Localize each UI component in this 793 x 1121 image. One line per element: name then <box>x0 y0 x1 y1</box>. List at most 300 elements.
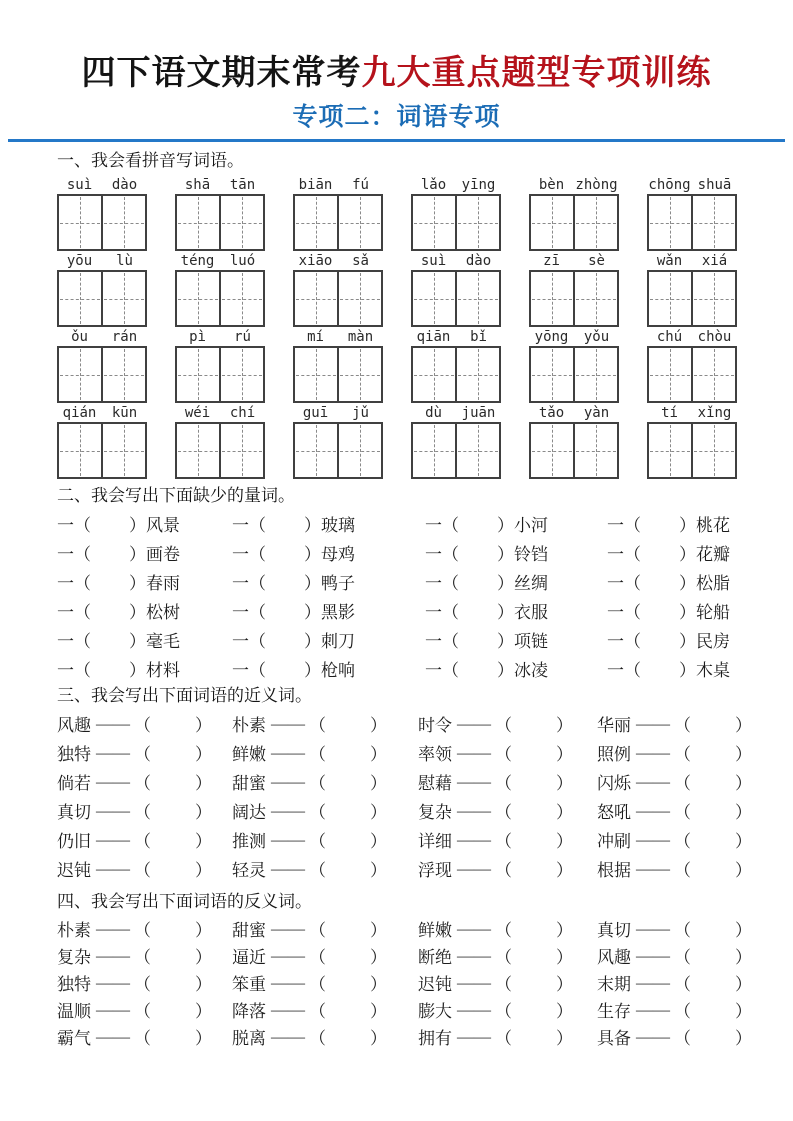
item-word: 甜蜜 <box>232 921 266 940</box>
answer-blank <box>512 955 556 956</box>
paren-open: （ <box>495 861 512 880</box>
grid-cell <box>177 196 219 249</box>
pinyin-row <box>57 403 737 479</box>
grid-cell <box>649 196 691 249</box>
grid-cell <box>649 272 691 325</box>
paren-open: （ <box>495 975 512 994</box>
section-pinyin-title: 一、我会看拼音写词语。 <box>57 151 244 170</box>
pinyin-word-block <box>175 327 265 403</box>
paren-open: （ <box>309 832 326 851</box>
answer-blank <box>151 752 195 753</box>
paren-close: ） <box>735 803 752 822</box>
item-suffix: ） <box>304 516 321 535</box>
word-pair-item <box>57 738 232 767</box>
grid-cell <box>413 272 455 325</box>
measure-word-item <box>232 625 425 654</box>
item-suffix: ） <box>497 574 514 593</box>
grid-cell <box>177 272 219 325</box>
answer-blank <box>326 752 370 753</box>
answer-blank <box>512 1036 556 1037</box>
item-word: 松树 <box>146 603 180 622</box>
item-suffix: ） <box>129 545 146 564</box>
paren-close: ） <box>195 803 212 822</box>
dash: —— <box>457 742 491 762</box>
word-pair-item <box>418 915 597 942</box>
measure-word-item <box>607 596 737 625</box>
writing-grid-box <box>411 194 501 251</box>
item-suffix: ） <box>129 661 146 680</box>
item-suffix: ） <box>129 574 146 593</box>
pinyin-syllable: shuā <box>697 177 732 193</box>
answer-blank <box>91 581 129 582</box>
pinyin-label-row <box>411 327 501 346</box>
paren-close: ） <box>735 861 752 880</box>
pinyin-syllable: chí <box>229 405 256 421</box>
writing-grid-box <box>529 346 619 403</box>
item-word: 真切 <box>597 921 631 940</box>
dash: —— <box>457 999 491 1019</box>
paren-open: （ <box>674 1002 691 1021</box>
item-word: 独特 <box>57 745 91 764</box>
item-word: 慰藉 <box>418 774 452 793</box>
measure-word-item <box>425 567 607 596</box>
paren-close: ） <box>556 716 573 735</box>
grid-cell <box>177 424 219 477</box>
measure-word-item <box>57 596 232 625</box>
word-pair-item <box>232 854 418 883</box>
measure-word-item <box>57 538 232 567</box>
pinyin-row <box>57 175 737 251</box>
item-suffix: ） <box>679 632 696 651</box>
item-prefix: 一（ <box>232 545 266 564</box>
item-prefix: 一（ <box>232 516 266 535</box>
word-pair-item <box>57 825 232 854</box>
measure-word-item <box>607 625 737 654</box>
answer-blank <box>326 810 370 811</box>
dash: —— <box>96 999 130 1019</box>
item-word: 笨重 <box>232 975 266 994</box>
dash: —— <box>271 999 305 1019</box>
pinyin-syllable: sǎ <box>352 253 369 269</box>
paren-close: ） <box>370 948 387 967</box>
dash: —— <box>271 972 305 992</box>
dash: —— <box>457 858 491 878</box>
answer-blank <box>512 810 556 811</box>
item-word: 黑影 <box>321 603 355 622</box>
answer-blank <box>641 523 679 524</box>
section-measure-words-title: 二、我会写出下面缺少的量词。 <box>57 486 295 505</box>
answer-blank <box>151 781 195 782</box>
paren-open: （ <box>309 745 326 764</box>
grid-cell <box>101 424 145 477</box>
pinyin-syllable: fú <box>352 177 369 193</box>
pinyin-word-block <box>293 251 383 327</box>
grid-cell <box>59 196 101 249</box>
item-suffix: ） <box>304 661 321 680</box>
item-prefix: 一（ <box>425 661 459 680</box>
word-pair-item <box>418 767 597 796</box>
writing-grid-box <box>411 270 501 327</box>
item-word: 朴素 <box>232 716 266 735</box>
pinyin-word-block <box>411 175 501 251</box>
grid-cell <box>455 272 499 325</box>
item-suffix: ） <box>679 574 696 593</box>
answer-blank <box>91 639 129 640</box>
paren-close: ） <box>556 745 573 764</box>
grid-cell <box>531 424 573 477</box>
page-title <box>0 54 793 94</box>
paren-open: （ <box>674 975 691 994</box>
grid-cell <box>101 272 145 325</box>
dash: —— <box>636 1026 670 1046</box>
paren-close: ） <box>556 1029 573 1048</box>
paren-close: ） <box>195 921 212 940</box>
word-pair-item <box>418 969 597 996</box>
grid-cell <box>337 424 381 477</box>
word-pair-item <box>232 796 418 825</box>
word-pair-item <box>57 854 232 883</box>
item-suffix: ） <box>304 632 321 651</box>
item-word: 材料 <box>146 661 180 680</box>
dash: —— <box>457 1026 491 1046</box>
answer-blank <box>512 928 556 929</box>
grid-cell <box>573 424 617 477</box>
word-pair-item <box>232 1023 418 1050</box>
word-pair-item <box>232 738 418 767</box>
item-word: 拥有 <box>418 1029 452 1048</box>
item-prefix: 一（ <box>425 574 459 593</box>
grid-cell <box>691 272 735 325</box>
item-word: 根据 <box>597 861 631 880</box>
writing-grid-box <box>529 194 619 251</box>
item-word: 朴素 <box>57 921 91 940</box>
pinyin-syllable: téng <box>180 253 215 269</box>
grid-cell <box>295 196 337 249</box>
dash: —— <box>96 742 130 762</box>
paren-close: ） <box>735 948 752 967</box>
paren-close: ） <box>735 745 752 764</box>
pinyin-syllable: tí <box>661 405 678 421</box>
item-suffix: ） <box>304 603 321 622</box>
word-pair-item <box>57 942 232 969</box>
item-word: 甜蜜 <box>232 774 266 793</box>
paren-close: ） <box>370 921 387 940</box>
paren-close: ） <box>195 1002 212 1021</box>
answer-blank <box>151 839 195 840</box>
paren-close: ） <box>735 975 752 994</box>
item-suffix: ） <box>304 574 321 593</box>
pinyin-label-row <box>411 175 501 194</box>
pinyin-word-block <box>529 403 619 479</box>
answer-blank <box>691 839 735 840</box>
pinyin-word-block <box>293 327 383 403</box>
dash: —— <box>636 999 670 1019</box>
answer-blank <box>151 928 195 929</box>
pinyin-word-block <box>57 175 147 251</box>
paren-open: （ <box>495 948 512 967</box>
paren-open: （ <box>134 716 151 735</box>
paren-open: （ <box>674 921 691 940</box>
pinyin-syllable: lǎo <box>420 177 447 193</box>
pinyin-word-block <box>293 403 383 479</box>
answer-blank <box>326 868 370 869</box>
answer-blank <box>266 523 304 524</box>
word-pair-item <box>57 915 232 942</box>
word-pair-item <box>57 709 232 738</box>
answer-blank <box>266 552 304 553</box>
paren-open: （ <box>309 803 326 822</box>
item-prefix: 一（ <box>607 632 641 651</box>
writing-grid-box <box>175 346 265 403</box>
dash: —— <box>96 713 130 733</box>
paren-close: ） <box>370 1029 387 1048</box>
pinyin-syllable: chòu <box>697 329 732 345</box>
pinyin-label-row <box>647 327 737 346</box>
pinyin-syllable: shā <box>184 177 211 193</box>
pinyin-syllable: luó <box>229 253 256 269</box>
writing-grid-box <box>175 422 265 479</box>
paren-open: （ <box>495 921 512 940</box>
paren-open: （ <box>309 948 326 967</box>
pinyin-row <box>57 251 737 327</box>
word-pair-item <box>57 996 232 1023</box>
item-word: 衣服 <box>514 603 548 622</box>
pinyin-word-block <box>411 327 501 403</box>
measure-word-item <box>425 625 607 654</box>
answer-blank <box>691 723 735 724</box>
word-pair-item <box>597 796 752 825</box>
item-word: 浮现 <box>418 861 452 880</box>
item-word: 木桌 <box>696 661 730 680</box>
pinyin-label-row <box>175 327 265 346</box>
item-suffix: ） <box>129 603 146 622</box>
pinyin-syllable: ǒu <box>71 329 88 345</box>
item-word: 枪响 <box>321 661 355 680</box>
item-word: 刺刀 <box>321 632 355 651</box>
paren-close: ） <box>195 1029 212 1048</box>
word-pair-item <box>232 767 418 796</box>
pinyin-syllable: rú <box>234 329 251 345</box>
item-word: 温顺 <box>57 1002 91 1021</box>
writing-grid-box <box>57 194 147 251</box>
pinyin-syllable: mí <box>307 329 324 345</box>
word-pair-item <box>232 969 418 996</box>
grid-cell <box>219 424 263 477</box>
item-prefix: 一（ <box>57 574 91 593</box>
item-word: 具备 <box>597 1029 631 1048</box>
answer-blank <box>326 839 370 840</box>
paren-close: ） <box>370 716 387 735</box>
item-word: 小河 <box>514 516 548 535</box>
answer-blank <box>459 668 497 669</box>
measure-word-item <box>57 625 232 654</box>
measure-word-item <box>232 509 425 538</box>
answer-blank <box>459 581 497 582</box>
item-suffix: ） <box>304 545 321 564</box>
pinyin-syllable: kūn <box>111 405 138 421</box>
pinyin-syllable: jǔ <box>352 405 369 421</box>
paren-close: ） <box>735 1029 752 1048</box>
answer-blank <box>459 639 497 640</box>
grid-cell <box>573 196 617 249</box>
answer-blank <box>641 581 679 582</box>
paren-open: （ <box>495 1002 512 1021</box>
writing-grid-box <box>647 422 737 479</box>
answer-blank <box>151 1009 195 1010</box>
writing-grid-box <box>647 270 737 327</box>
word-pair-item <box>57 796 232 825</box>
answer-blank <box>512 839 556 840</box>
answer-blank <box>266 610 304 611</box>
paren-open: （ <box>495 832 512 851</box>
grid-cell <box>101 196 145 249</box>
pinyin-syllable: yōu <box>66 253 93 269</box>
answer-blank <box>641 610 679 611</box>
dash: —— <box>636 945 670 965</box>
word-pair-item <box>418 996 597 1023</box>
synonym-grid <box>57 709 752 883</box>
answer-blank <box>326 1009 370 1010</box>
writing-grid-box <box>293 270 383 327</box>
paren-open: （ <box>674 1029 691 1048</box>
answer-blank <box>266 668 304 669</box>
pinyin-label-row <box>57 175 147 194</box>
grid-cell <box>295 272 337 325</box>
answer-blank <box>151 723 195 724</box>
paren-close: ） <box>370 1002 387 1021</box>
word-pair-item <box>597 709 752 738</box>
item-word: 逼近 <box>232 948 266 967</box>
paren-close: ） <box>556 975 573 994</box>
item-word: 末期 <box>597 975 631 994</box>
pinyin-word-block <box>57 327 147 403</box>
writing-grid-box <box>293 346 383 403</box>
answer-blank <box>266 581 304 582</box>
paren-close: ） <box>195 832 212 851</box>
pinyin-label-row <box>529 327 619 346</box>
item-word: 真切 <box>57 803 91 822</box>
pinyin-word-block <box>57 251 147 327</box>
item-word: 详细 <box>418 832 452 851</box>
item-prefix: 一（ <box>232 632 266 651</box>
pinyin-label-row <box>175 403 265 422</box>
word-pair-item <box>57 1023 232 1050</box>
item-word: 鲜嫩 <box>418 921 452 940</box>
item-word: 降落 <box>232 1002 266 1021</box>
item-suffix: ） <box>129 516 146 535</box>
pinyin-label-row <box>529 251 619 270</box>
item-suffix: ） <box>679 661 696 680</box>
grid-cell <box>59 348 101 401</box>
item-prefix: 一（ <box>57 632 91 651</box>
dash: —— <box>271 918 305 938</box>
measure-word-item <box>607 654 737 683</box>
paren-open: （ <box>134 745 151 764</box>
paren-open: （ <box>495 774 512 793</box>
paren-close: ） <box>735 1002 752 1021</box>
measure-word-item <box>607 567 737 596</box>
grid-cell <box>59 272 101 325</box>
word-pair-item <box>232 825 418 854</box>
grid-cell <box>337 348 381 401</box>
page-title-red: 九大重点题型专项训练 <box>361 55 712 92</box>
grid-cell <box>649 424 691 477</box>
writing-grid-box <box>411 422 501 479</box>
grid-cell <box>59 424 101 477</box>
pinyin-syllable: tǎo <box>538 405 565 421</box>
pinyin-word-block <box>411 403 501 479</box>
paren-open: （ <box>134 861 151 880</box>
paren-close: ） <box>370 832 387 851</box>
paren-open: （ <box>495 803 512 822</box>
writing-grid-box <box>647 346 737 403</box>
item-word: 丝绸 <box>514 574 548 593</box>
writing-grid-box <box>57 422 147 479</box>
measure-word-item <box>232 567 425 596</box>
word-pair-item <box>597 1023 752 1050</box>
answer-blank <box>91 610 129 611</box>
grid-cell <box>573 272 617 325</box>
item-prefix: 一（ <box>607 545 641 564</box>
item-word: 迟钝 <box>418 975 452 994</box>
grid-cell <box>691 196 735 249</box>
item-suffix: ） <box>497 516 514 535</box>
antonym-grid <box>57 915 752 1050</box>
paren-open: （ <box>674 803 691 822</box>
answer-blank <box>512 982 556 983</box>
dash: —— <box>271 829 305 849</box>
answer-blank <box>691 868 735 869</box>
dash: —— <box>271 800 305 820</box>
grid-cell <box>573 348 617 401</box>
item-prefix: 一（ <box>232 603 266 622</box>
pinyin-syllable: yàn <box>583 405 610 421</box>
answer-blank <box>326 928 370 929</box>
answer-blank <box>326 723 370 724</box>
paren-open: （ <box>134 1002 151 1021</box>
word-pair-item <box>597 738 752 767</box>
item-word: 脱离 <box>232 1029 266 1048</box>
pinyin-row <box>57 327 737 403</box>
paren-close: ） <box>556 774 573 793</box>
paren-close: ） <box>370 861 387 880</box>
word-pair-item <box>232 942 418 969</box>
word-pair-item <box>232 996 418 1023</box>
answer-blank <box>641 552 679 553</box>
word-pair-item <box>597 915 752 942</box>
paren-open: （ <box>495 745 512 764</box>
measure-word-item <box>425 509 607 538</box>
measure-word-item <box>232 654 425 683</box>
writing-grid-box <box>293 194 383 251</box>
answer-blank <box>691 781 735 782</box>
paren-open: （ <box>134 921 151 940</box>
item-prefix: 一（ <box>425 516 459 535</box>
pinyin-word-block <box>57 403 147 479</box>
pinyin-label-row <box>529 403 619 422</box>
pinyin-syllable: suì <box>66 177 93 193</box>
item-word: 独特 <box>57 975 91 994</box>
writing-grid-box <box>293 422 383 479</box>
dash: —— <box>96 858 130 878</box>
pinyin-label-row <box>57 327 147 346</box>
pinyin-syllable: wéi <box>184 405 211 421</box>
paren-open: （ <box>134 774 151 793</box>
worksheet-content <box>57 150 752 1050</box>
paren-close: ） <box>195 745 212 764</box>
paren-open: （ <box>495 1029 512 1048</box>
item-word: 风景 <box>146 516 180 535</box>
